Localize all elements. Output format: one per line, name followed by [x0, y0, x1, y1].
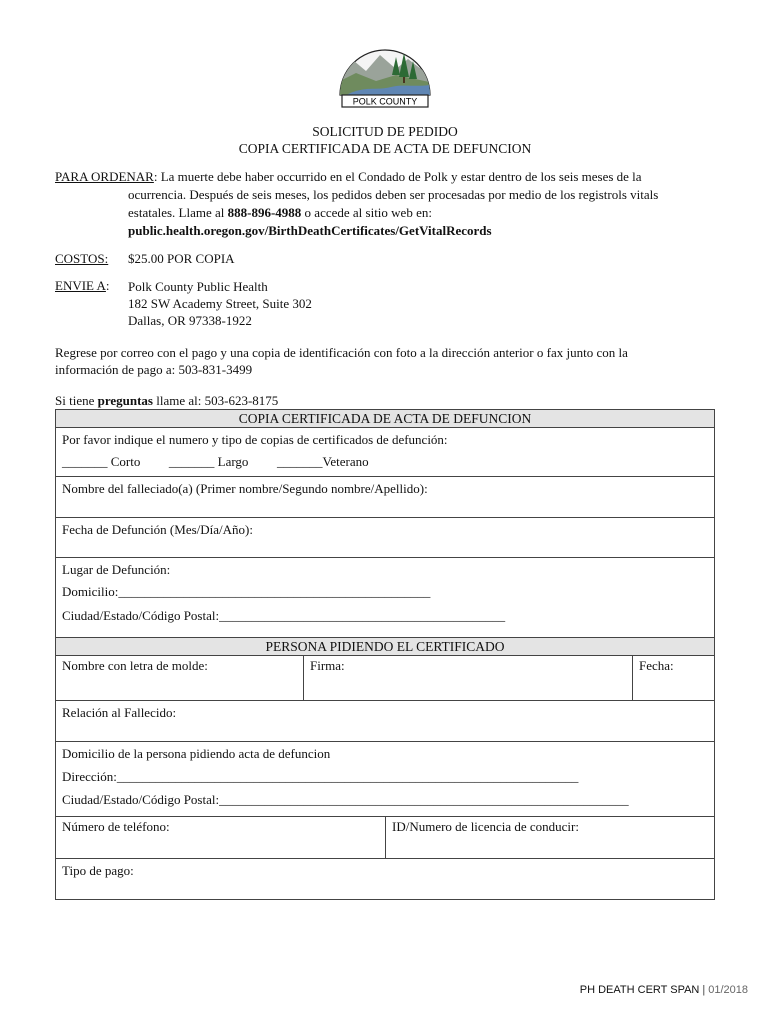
order-line-1: : La muerte debe haber occurrido en el Condado de Polk y estar dentro de los seis meses de la — [153, 169, 642, 184]
id-number-field[interactable]: ID/Numero de licencia de conducir: — [392, 819, 579, 834]
return-instructions: Regrese por correo con el pago y una copia de identificación con foto a la dirección anterior o fax junto con la información de pago a: 503-831-3499 — [55, 345, 628, 377]
costs-value: $25.00 POR COPIA — [128, 251, 235, 266]
domicile-field[interactable]: Domicilio:________________________________________________ — [62, 584, 431, 599]
copies-cell — [56, 428, 714, 477]
signature-field[interactable]: Firma: — [304, 656, 633, 700]
deceased-name-field[interactable]: Nombre del falleciado(a) (Primer nombre/Segundo nombre/Apellido): — [56, 477, 714, 518]
print-name-field[interactable]: Nombre con letra de molde: — [56, 656, 304, 700]
death-place-cell — [56, 558, 714, 638]
requester-address-cell — [56, 742, 714, 817]
address-line: Polk County Public Health — [128, 279, 268, 294]
relationship-field[interactable]: Relación al Fallecido: — [56, 701, 714, 742]
phone-id-row — [56, 817, 714, 859]
address-field[interactable]: Dirección:_______________________________________________________________________ — [62, 769, 579, 784]
phone-field[interactable]: Número de teléfono: — [56, 817, 386, 858]
mailing-address — [128, 278, 312, 329]
order-phone: 888-896-4988 — [227, 205, 302, 220]
payment-type-field[interactable]: Tipo de pago: — [62, 863, 134, 878]
order-label: PARA ORDENAR — [55, 169, 154, 184]
copy-veteran-field[interactable]: _______Veterano — [276, 454, 369, 469]
costs-row — [55, 251, 235, 267]
death-date-field[interactable]: Fecha de Defunción (Mes/Día/Año): — [56, 518, 714, 558]
section-header-certificate: COPIA CERTIFICADA DE ACTA DE DEFUNCION — [56, 410, 714, 428]
requester-name-row — [56, 656, 714, 701]
order-instructions — [55, 168, 715, 240]
section-header-requester: PERSONA PIDIENDO EL CERTIFICADO — [56, 638, 714, 656]
order-line-3: estatales. Llame al 888-896-4988 o accede al sitio web en: — [128, 205, 432, 220]
polk-county-logo — [336, 47, 434, 109]
page-subtitle: COPIA CERTIFICADA DE ACTA DE DEFUNCION — [238, 141, 532, 156]
order-website-link[interactable]: public.health.oregon.gov/BirthDeathCertificates/GetVitalRecords — [128, 223, 492, 238]
address-line: Dallas, OR 97338-1922 — [128, 313, 252, 328]
costs-label: COSTOS: — [55, 251, 109, 266]
copy-short-field[interactable]: _______ Corto — [62, 454, 141, 469]
death-city-state-zip-field[interactable]: Ciudad/Estado/Código Postal:____________________________________________ — [62, 608, 506, 623]
send-label: ENVIE A — [55, 278, 106, 293]
send-row: ENVIE A: — [55, 278, 110, 293]
requester-address-label: Domicilio de la persona pidiendo acta de defuncion — [62, 746, 331, 761]
requester-city-state-zip-field[interactable]: Ciudad/Estado/Código Postal:_______________________________________________________________ — [62, 792, 629, 807]
death-place-label: Lugar de Defunción: — [62, 562, 171, 577]
questions-contact: Si tiene preguntas llame al: 503-623-8175 — [55, 393, 279, 408]
request-form — [55, 409, 715, 900]
address-line: 182 SW Academy Street, Suite 302 — [128, 296, 312, 311]
logo-text: POLK COUNTY — [352, 96, 418, 107]
footer-code: PH DEATH CERT SPAN | 01/2018 — [579, 984, 748, 996]
copies-prompt: Por favor indique el numero y tipo de copias de certificados de defunción: — [62, 432, 448, 447]
date-field[interactable]: Fecha: — [639, 658, 674, 673]
page-title: SOLICITUD DE PEDIDO — [312, 124, 458, 139]
copy-long-field[interactable]: _______ Largo — [168, 454, 249, 469]
order-line-2: ocurrencia. Después de seis meses, los pedidos deben ser procesadas por medio de los registrols vitals — [128, 187, 659, 202]
